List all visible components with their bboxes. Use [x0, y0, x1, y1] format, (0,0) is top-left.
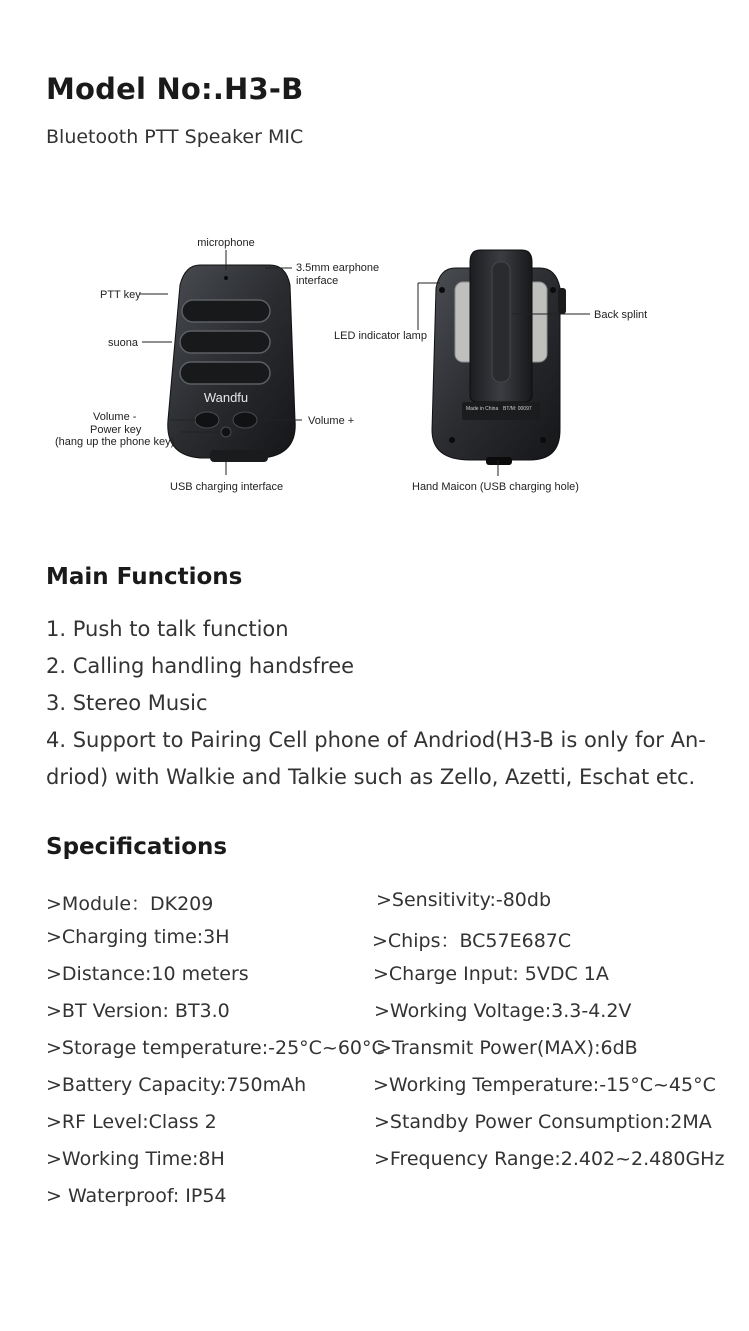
spec-storage-temperature: >Storage temperature:-25°C~60°C — [46, 1037, 385, 1059]
back-label-text-1: Made in China — [466, 406, 499, 412]
specifications-title: Specifications — [46, 834, 228, 860]
spec-working-temperature: >Working Temperature:-15°C~45°C — [373, 1074, 716, 1096]
function-item-4: 4. Support to Pairing Cell phone of Andriod(H3-B is only for An- — [46, 728, 706, 752]
spec-transmit-power: >Transmit Power(MAX):6dB — [376, 1037, 638, 1059]
label-microphone: microphone — [197, 237, 255, 249]
spec-distance: >Distance:10 meters — [46, 963, 249, 985]
spec-chips: >Chips：BC57E687C — [372, 930, 572, 952]
label-ptt-key: PTT key — [100, 289, 141, 301]
function-item-2: 2. Calling handling handsfree — [46, 654, 355, 678]
screw-2 — [550, 287, 556, 293]
label-hand-maicon: Hand Maicon (USB charging hole) — [412, 481, 579, 493]
side-button — [558, 288, 566, 314]
volume-plus-button — [233, 412, 257, 428]
front-device-foot — [210, 450, 268, 462]
label-usb-charging: USB charging interface — [170, 481, 284, 493]
screw-4 — [540, 437, 546, 443]
back-clip-ridge — [492, 262, 510, 382]
function-item-4-cont: driod) with Walkie and Talkie such as Zello, Azetti, Eschat etc. — [46, 765, 696, 789]
screw-3 — [449, 437, 455, 443]
power-key-button — [221, 427, 231, 437]
label-hang-up: (hang up the phone key) — [55, 436, 175, 448]
spec-rf-level: >RF Level:Class 2 — [46, 1111, 217, 1133]
screw-1 — [439, 287, 445, 293]
label-suona: suona — [108, 337, 138, 349]
label-back-splint: Back splint — [594, 309, 648, 321]
spec-working-time: >Working Time:8H — [46, 1148, 225, 1170]
label-power-key: Power key — [90, 424, 142, 436]
spec-bt-version: >BT Version: BT3.0 — [46, 1000, 230, 1022]
main-functions-title: Main Functions — [46, 564, 243, 590]
product-diagram — [0, 225, 749, 505]
speaker-grille-3 — [180, 362, 270, 384]
speaker-grille-2 — [180, 331, 270, 353]
usb-charging-hole — [486, 457, 512, 465]
label-earphone-2: interface — [296, 275, 339, 287]
microphone-hole — [224, 276, 228, 280]
spec-frequency-range: >Frequency Range:2.402~2.480GHz — [374, 1148, 725, 1170]
back-device — [432, 250, 566, 465]
model-title: Model No:.H3-B — [46, 72, 304, 106]
volume-minus-button — [195, 412, 219, 428]
speaker-grille-1 — [182, 300, 270, 322]
spec-sensitivity: >Sensitivity:-80db — [376, 889, 552, 911]
spec-waterproof: > Waterproof: IP54 — [46, 1185, 227, 1207]
label-led-lamp: LED indicator lamp — [334, 330, 427, 342]
spec-battery-capacity: >Battery Capacity:750mAh — [46, 1074, 307, 1096]
product-subtitle: Bluetooth PTT Speaker MIC — [46, 126, 304, 148]
back-label-text-2: BT/M: 00097 — [503, 406, 532, 412]
label-volume-minus: Volume - — [93, 411, 137, 423]
spec-charging-time: >Charging time:3H — [46, 926, 230, 948]
label-earphone-1: 3.5mm earphone — [296, 262, 380, 274]
spec-standby-power: >Standby Power Consumption:2MA — [374, 1111, 712, 1133]
function-item-1: 1. Push to talk function — [46, 617, 289, 641]
spec-module: >Module：DK209 — [46, 893, 214, 915]
function-item-3: 3. Stereo Music — [46, 691, 208, 715]
spec-working-voltage: >Working Voltage:3.3-4.2V — [374, 1000, 632, 1022]
label-volume-plus: Volume + — [308, 415, 355, 427]
brand-logo: Wandfu — [203, 390, 249, 405]
spec-charge-input: >Charge Input: 5VDC 1A — [373, 963, 609, 985]
